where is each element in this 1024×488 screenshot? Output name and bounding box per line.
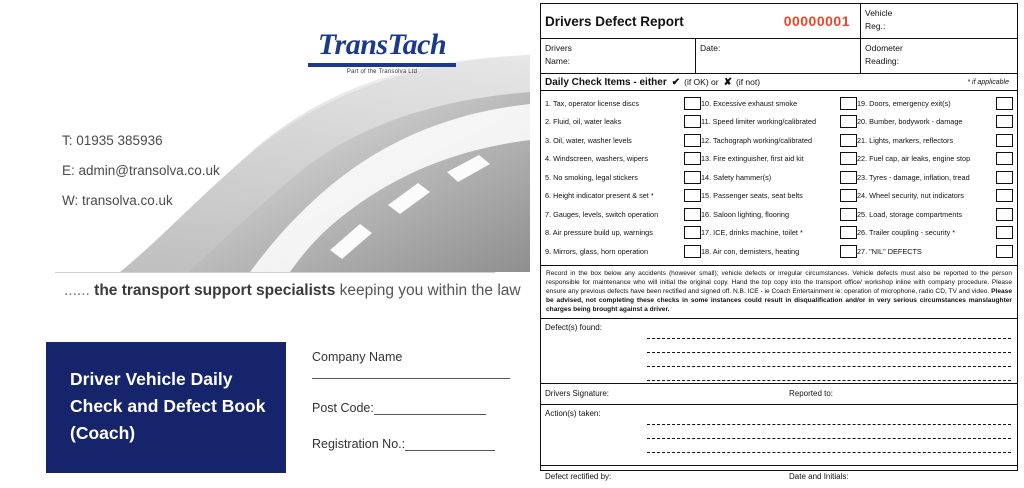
defect-report-border bbox=[540, 3, 1018, 482]
registration-no-label: Registration No.: bbox=[312, 437, 406, 451]
checklist-item[interactable] bbox=[857, 168, 1013, 187]
checklist-item[interactable] bbox=[545, 113, 701, 132]
odometer-label-line1: Odometer bbox=[865, 43, 903, 53]
checklist-item-label: 5. No smoking, legal stickers bbox=[545, 172, 638, 182]
checklist-item[interactable] bbox=[857, 205, 1013, 224]
checklist-item-label: 26. Trailer coupling - security * bbox=[857, 228, 956, 238]
checklist-item-label: 13. Fire extinguisher, first aid kit bbox=[701, 154, 804, 164]
checkbox[interactable] bbox=[684, 152, 701, 165]
cover-divider bbox=[55, 272, 495, 273]
checklist-item-label: 1. Tax, operator license discs bbox=[545, 98, 639, 108]
checklist-item[interactable] bbox=[545, 168, 701, 187]
defect-rectified-label: Defect rectified by: bbox=[545, 472, 612, 482]
tagline bbox=[64, 282, 521, 300]
checklist-item-label: 18. Air con, demisters, heating bbox=[701, 246, 800, 256]
checklist-item[interactable] bbox=[701, 187, 857, 206]
daily-check-header-inner bbox=[541, 74, 1017, 90]
dotted-line bbox=[647, 439, 1011, 453]
notice-text bbox=[541, 266, 1017, 319]
checkbox[interactable] bbox=[840, 152, 857, 165]
defects-found-block[interactable] bbox=[541, 319, 1017, 384]
checkbox[interactable] bbox=[996, 245, 1013, 258]
logo-wordmark bbox=[308, 30, 456, 60]
checklist-item-label: 14. Safety hammer(s) bbox=[701, 172, 772, 182]
book-title-line-1: Driver Vehicle Daily bbox=[70, 369, 233, 389]
checklist-item-label: 10. Excessive exhaust smoke bbox=[701, 98, 798, 108]
checkbox[interactable] bbox=[684, 134, 701, 147]
checklist-item[interactable] bbox=[857, 224, 1013, 243]
checkbox[interactable] bbox=[684, 245, 701, 258]
checklist-item-label: 22. Fuel cap, air leaks, engine stop bbox=[857, 154, 971, 164]
post-code-label: Post Code: bbox=[312, 401, 374, 415]
checklist-item-label: 16. Saloon lighting, flooring bbox=[701, 209, 790, 219]
checklist-item[interactable] bbox=[545, 224, 701, 243]
driver-date-odometer-row bbox=[541, 39, 1017, 74]
vehicle-reg-label-line1: Vehicle bbox=[865, 8, 893, 18]
report-header-row bbox=[541, 4, 1017, 39]
notice-warning: Please be advised, not completing these checks in some instances could result in disqualification and/or in very serious circumstances manslaughter charges being brought against a driver. bbox=[546, 287, 1012, 314]
odometer-field[interactable] bbox=[861, 39, 1016, 73]
registration-no-rule bbox=[405, 450, 495, 451]
checkbox[interactable] bbox=[996, 134, 1013, 147]
checklist-item[interactable] bbox=[545, 150, 701, 169]
checklist-item[interactable] bbox=[857, 242, 1013, 261]
rectified-row[interactable] bbox=[541, 466, 1017, 488]
book-title bbox=[46, 342, 286, 447]
contact-email: E: admin@transolva.co.uk bbox=[62, 163, 220, 178]
checkbox[interactable] bbox=[840, 171, 857, 184]
checkbox[interactable] bbox=[684, 97, 701, 110]
checklist-item-label: 15. Passenger seats, seat belts bbox=[701, 191, 803, 201]
checklist-columns bbox=[545, 94, 1013, 261]
dotted-line bbox=[647, 367, 1011, 381]
checkbox[interactable] bbox=[684, 115, 701, 128]
checkbox[interactable] bbox=[684, 208, 701, 221]
checklist-item-label: 3. Oil, water, washer levels bbox=[545, 135, 632, 145]
checkbox[interactable] bbox=[840, 97, 857, 110]
checklist-item[interactable] bbox=[701, 131, 857, 150]
date-label: Date: bbox=[700, 43, 721, 53]
checklist-item-label: 6. Height indicator present & set * bbox=[545, 191, 654, 201]
checklist-item[interactable] bbox=[545, 131, 701, 150]
dotted-line bbox=[647, 353, 1011, 367]
checklist-item[interactable] bbox=[857, 94, 1013, 113]
report-title-cell bbox=[541, 4, 861, 38]
tagline-bold: the transport support specialists bbox=[94, 282, 336, 299]
checkbox[interactable] bbox=[996, 208, 1013, 221]
odometer-label-line2: Reading: bbox=[865, 56, 900, 66]
company-name-label: Company Name bbox=[312, 350, 403, 364]
vehicle-reg-label-line2: Reg.: bbox=[865, 21, 886, 31]
checklist-item-label: 24. Wheel security, nut indicators bbox=[857, 191, 964, 201]
date-field[interactable] bbox=[696, 39, 861, 73]
checklist-item[interactable] bbox=[545, 242, 701, 261]
transtach-logo bbox=[308, 30, 456, 75]
dotted-line bbox=[647, 339, 1011, 353]
cover-form-fields bbox=[312, 350, 524, 473]
checklist-item-label: 17. ICE, drinks machine, toilet * bbox=[701, 228, 803, 238]
defect-report-panel bbox=[536, 0, 1024, 482]
checklist-item[interactable] bbox=[857, 131, 1013, 150]
checkbox[interactable] bbox=[996, 171, 1013, 184]
checkbox[interactable] bbox=[996, 152, 1013, 165]
checkbox[interactable] bbox=[840, 134, 857, 147]
checklist-item[interactable] bbox=[857, 113, 1013, 132]
tagline-rest: keeping you within the law bbox=[339, 282, 521, 299]
dotted-line bbox=[647, 411, 1011, 425]
actions-taken-label: Action(s) taken: bbox=[545, 408, 601, 418]
checkbox[interactable] bbox=[684, 171, 701, 184]
actions-taken-block[interactable] bbox=[541, 405, 1017, 466]
checkbox[interactable] bbox=[684, 189, 701, 202]
tick-icon: ✔ bbox=[671, 76, 681, 88]
report-serial-number: 00000001 bbox=[783, 13, 850, 29]
checklist-item-label: 19. Doors, emergency exit(s) bbox=[857, 98, 951, 108]
checkbox[interactable] bbox=[840, 208, 857, 221]
cross-icon: ✘ bbox=[723, 76, 732, 88]
dotted-line bbox=[647, 425, 1011, 439]
checkbox[interactable] bbox=[684, 226, 701, 239]
checklist-item-label: 9. Mirrors, glass, horn operation bbox=[545, 246, 649, 256]
reported-to-label: Reported to: bbox=[789, 389, 834, 399]
vehicle-reg-field[interactable] bbox=[861, 4, 1016, 38]
date-initials-label: Date and Initials: bbox=[789, 472, 849, 482]
registration-no-field[interactable] bbox=[312, 437, 524, 451]
company-name-rule bbox=[312, 378, 510, 379]
contact-website: W: transolva.co.uk bbox=[62, 193, 173, 208]
checklist-item[interactable] bbox=[545, 187, 701, 206]
checkbox[interactable] bbox=[840, 115, 857, 128]
dotted-line bbox=[647, 325, 1011, 339]
checklist-item[interactable] bbox=[701, 94, 857, 113]
checklist-item-label: 11. Speed limiter working/calibrated bbox=[701, 117, 817, 127]
checkbox[interactable] bbox=[840, 245, 857, 258]
checklist-item[interactable] bbox=[857, 150, 1013, 169]
logo-subtitle: Part of the Transolva Ltd bbox=[346, 69, 418, 75]
if-not-label: (if not) bbox=[735, 77, 761, 87]
checklist-item[interactable] bbox=[701, 242, 857, 261]
book-title-line-2: Check and Defect Book bbox=[70, 396, 266, 416]
contact-phone: T: 01935 385936 bbox=[62, 133, 163, 148]
drivers-name-label-line2: Name: bbox=[545, 56, 571, 66]
daily-check-label: Daily Check Items - either bbox=[545, 76, 667, 88]
checklist-item-label: 8. Air pressure build up, warnings bbox=[545, 228, 653, 238]
post-code-field[interactable] bbox=[312, 401, 524, 415]
book-title-line-3: (Coach) bbox=[70, 423, 136, 443]
checklist-item-label: 27. "NIL" DEFECTS bbox=[857, 246, 922, 256]
if-applicable-note: * if applicable bbox=[967, 78, 1009, 86]
checklist-item-label: 23. Tyres - damage, inflation, tread bbox=[857, 172, 970, 182]
checkbox[interactable] bbox=[996, 97, 1013, 110]
if-ok-label: (if OK) or bbox=[684, 77, 719, 87]
checkbox[interactable] bbox=[996, 115, 1013, 128]
drivers-name-label-line1: Drivers bbox=[545, 43, 572, 53]
checklist-item[interactable] bbox=[701, 205, 857, 224]
notice-paragraph: Record in the box below any accidents (however small); vehicle defects or irregular circumstances. Vehicle defects must also be reported to the person responsible for maintenance who will initial the original copy. Hand the top copy into the transport office/ workshop inline with company procedure. Please ensure any previous defects have been rectified and signed off. N.B. ICE - ie Coach Entertainment ie: operation of microphone, radio CD, TV and video. bbox=[546, 269, 1012, 295]
checkbox[interactable] bbox=[840, 226, 857, 239]
drivers-name-field[interactable] bbox=[541, 39, 696, 73]
checklist-item[interactable] bbox=[701, 150, 857, 169]
checklist-item[interactable] bbox=[545, 205, 701, 224]
actions-taken-lines[interactable] bbox=[647, 405, 1017, 465]
checklist-item[interactable] bbox=[701, 168, 857, 187]
checklist-column-2 bbox=[701, 94, 857, 261]
checklist-item-label: 12. Tachograph working/calibrated bbox=[701, 135, 813, 145]
signature-row[interactable] bbox=[541, 384, 1017, 405]
checklist-item[interactable] bbox=[701, 113, 857, 132]
checklist-item[interactable] bbox=[701, 224, 857, 243]
checklist-item-label: 21. Lights, markers, reflectors bbox=[857, 135, 954, 145]
checklist-item-label: 25. Load, storage compartments bbox=[857, 209, 963, 219]
contact-block bbox=[62, 126, 220, 216]
checklist bbox=[541, 91, 1017, 266]
checklist-item[interactable] bbox=[857, 187, 1013, 206]
defects-found-label: Defect(s) found: bbox=[545, 322, 602, 332]
checkbox[interactable] bbox=[840, 189, 857, 202]
logo-underline bbox=[308, 63, 456, 67]
checklist-column-3 bbox=[857, 94, 1013, 261]
checklist-item-label: 4. Windscreen, washers, wipers bbox=[545, 154, 649, 164]
checkbox[interactable] bbox=[996, 226, 1013, 239]
checklist-item-label: 2. Fluid, oil, water leaks bbox=[545, 117, 622, 127]
daily-check-header bbox=[541, 74, 1017, 91]
defects-found-lines[interactable] bbox=[647, 319, 1017, 383]
drivers-signature-label: Drivers Signature: bbox=[545, 389, 610, 399]
tagline-dots: ...... bbox=[64, 282, 90, 299]
logo-tach: Tach bbox=[387, 28, 447, 61]
checklist-item[interactable] bbox=[545, 94, 701, 113]
checklist-item-label: 20. Bumber, bodywork - damage bbox=[857, 117, 963, 127]
checklist-item-label: 7. Gauges, levels, switch operation bbox=[545, 209, 659, 219]
report-title: Drivers Defect Report bbox=[545, 13, 684, 29]
checkbox[interactable] bbox=[996, 189, 1013, 202]
book-title-box bbox=[46, 342, 286, 473]
checklist-column-1 bbox=[545, 94, 701, 261]
post-code-rule bbox=[374, 414, 486, 415]
company-name-field[interactable] bbox=[312, 350, 524, 379]
logo-trans: Trans bbox=[317, 28, 388, 61]
